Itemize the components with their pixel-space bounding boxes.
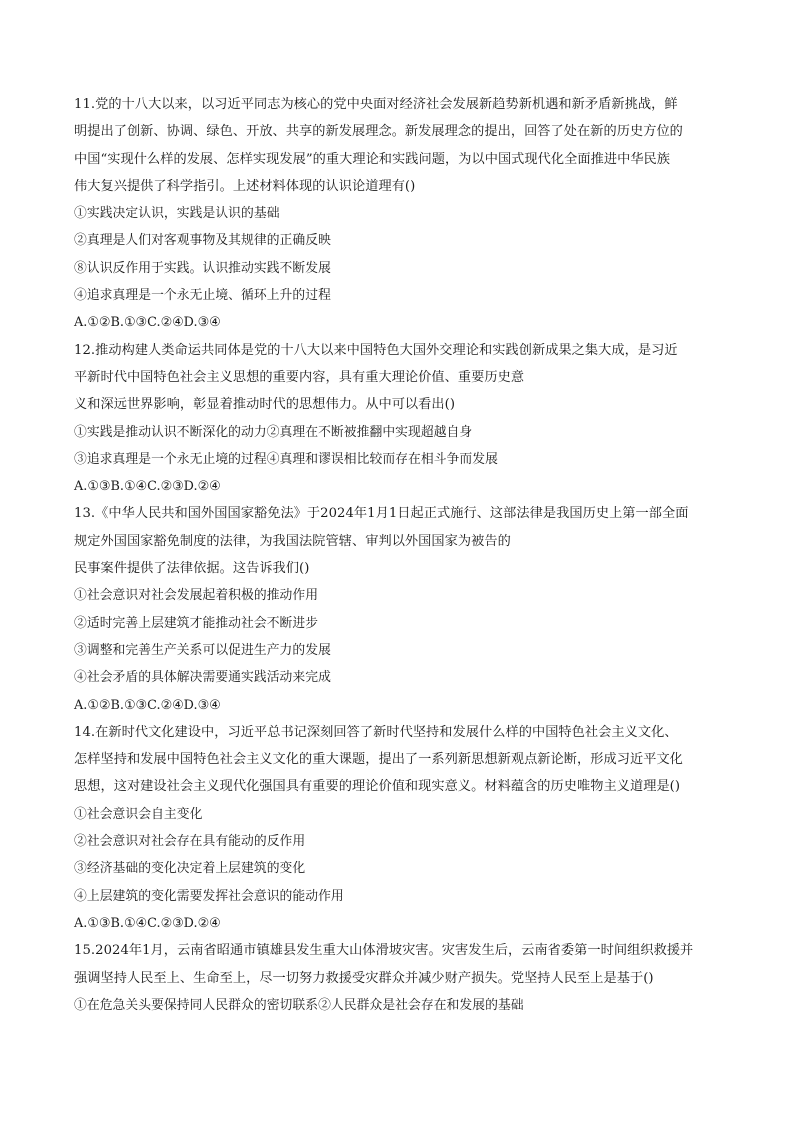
question-11-answer-choices: A.①②B.①③C.②④D.③④ bbox=[74, 315, 221, 331]
question-13-statement-2: ②适时完善上层建筑才能推动社会不断进步 bbox=[74, 615, 319, 631]
questions-container bbox=[74, 91, 724, 1019]
question-12-stem-line-2: 平新时代中国特色社会主义思想的重要内容，具有重大理论价值、重要历史意 bbox=[74, 369, 525, 385]
question-14-answer-choices: A.①③B.①④C.②③D.②④ bbox=[74, 915, 221, 931]
question-11-statement-2: ②真理是人们对客观事物及其规律的正确反映 bbox=[74, 233, 331, 249]
question-14-statement-1: ①社会意识会自主变化 bbox=[74, 806, 203, 822]
question-11-stem-line-4: 伟大复兴提供了科学指引。上述材料体现的认识论道理有() bbox=[74, 178, 416, 194]
question-11-statement-3: ⑧认识反作用于实践。认识推动实践不断发展 bbox=[74, 260, 331, 276]
question-14-stem-line-3: 思想，这对建设社会主义现代化强国具有重要的理论价值和现实意义。材料蕴含的历史唯物主义道理是() bbox=[74, 779, 681, 795]
question-15-stem-line-1: 15.2024年1月，云南省昭通市镇雄县发生重大山体滑坡灾害。灾害发生后，云南省委第一时间组织救援并 bbox=[74, 943, 694, 959]
question-15-statements-1: ①在危急关头要保持同人民群众的密切联系②人民群众是社会存在和发展的基础 bbox=[74, 997, 524, 1013]
question-11-stem-line-3: 中国“实现什么样的发展、怎样实现发展”的重大理论和实践问题，为以中国式现代化全面推进中华民族 bbox=[74, 151, 671, 167]
question-14-statement-4: ④上层建筑的变化需要发挥社会意识的能动作用 bbox=[74, 888, 344, 904]
question-14-stem-line-1: 14.在新时代文化建设中，习近平总书记深刻回答了新时代坚持和发展什么样的中国特色社会主义文化、 bbox=[74, 724, 678, 740]
question-11-stem-line-1: 11.党的十八大以来，以习近平同志为核心的党中央面对经济社会发展新趋势新机遇和新矛盾新挑战，鲜 bbox=[74, 97, 678, 112]
question-14 bbox=[74, 719, 724, 937]
question-13-statement-3: ③调整和完善生产关系可以促进生产力的发展 bbox=[74, 642, 331, 658]
question-12 bbox=[74, 337, 724, 501]
question-14-statement-3: ③经济基础的变化决定着上层建筑的变化 bbox=[74, 861, 306, 877]
question-11 bbox=[74, 91, 724, 337]
question-12-stem-line-3: 义和深远世界影响，彰显着推动时代的思想伟力。从中可以看出() bbox=[74, 397, 456, 413]
question-13-statement-4: ④社会矛盾的具体解决需要通实践活动来完成 bbox=[74, 670, 331, 686]
question-13 bbox=[74, 500, 724, 718]
question-12-stem-line-1: 12.推动构建人类命运共同体是党的十八大以来中国特色大国外交理论和实践创新成果之集大成，是习近 bbox=[74, 342, 678, 358]
question-13-answer-choices: A.①②B.①③C.②④D.③④ bbox=[74, 697, 221, 713]
question-11-statement-4: ④追求真理是一个永无止境、循环上升的过程 bbox=[74, 288, 331, 304]
question-13-stem-line-1: 13.《中华人民共和国外国国家豁免法》于2024年1月1日起正式施行、这部法律是我国历史上第一部全面 bbox=[74, 506, 689, 522]
question-13-stem-line-3: 民事案件提供了法律依据。这告诉我们() bbox=[74, 561, 310, 577]
question-11-statement-1: ①实践决定认识，实践是认识的基础 bbox=[74, 206, 280, 222]
question-15-stem-line-2: 强调坚持人民至上、生命至上，尽一切努力救援受灾群众并减少财产损失。党坚持人民至上是基于() bbox=[74, 970, 654, 986]
question-14-statement-2: ②社会意识对社会存在具有能动的反作用 bbox=[74, 834, 306, 850]
question-11-stem-line-2: 明提出了创新、协调、绿色、开放、共享的新发展理念。新发展理念的提出，回答了处在新的历史方位的 bbox=[74, 124, 683, 140]
question-12-answer-choices: A.①③B.①④C.②③D.②④ bbox=[74, 479, 221, 495]
question-14-stem-line-2: 怎样坚持和发展中国特色社会主义文化的重大课题，提出了一系列新思想新观点新论断，形成习近平文化 bbox=[74, 752, 683, 768]
question-12-statements-2: ③追求真理是一个永无止境的过程④真理和谬误相比较而存在相斗争而发展 bbox=[74, 451, 498, 467]
question-13-stem-line-2: 规定外国国家豁免制度的法律，为我国法院管辖、审判以外国国家为被告的 bbox=[74, 533, 511, 549]
question-13-statement-1: ①社会意识对社会发展起着积极的推动作用 bbox=[74, 588, 319, 604]
question-12-statements-1: ①实践是推动认识不断深化的动力②真理在不断被推翻中实现超越自身 bbox=[74, 424, 473, 440]
question-15 bbox=[74, 937, 724, 1019]
